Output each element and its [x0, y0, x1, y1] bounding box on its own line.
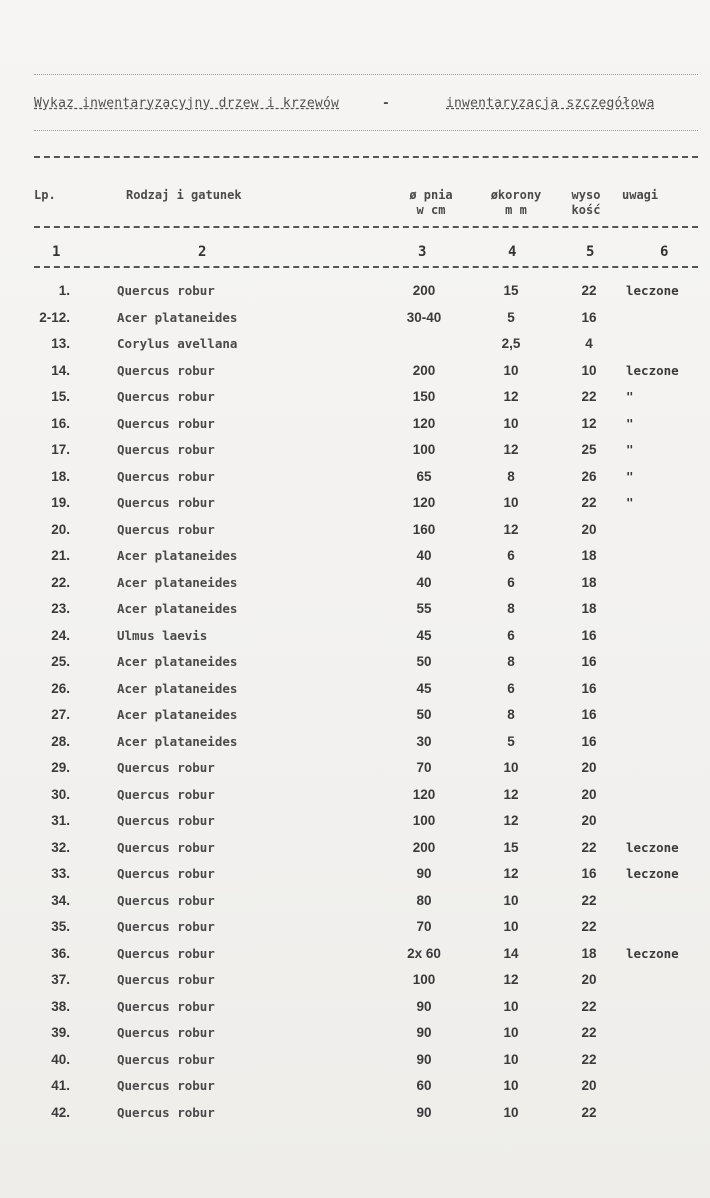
- row-species: Acer plataneides: [117, 707, 238, 722]
- row-species: Quercus robur: [117, 521, 215, 537]
- row-species: Acer plataneides: [117, 680, 238, 696]
- row-trunk: 90: [416, 1051, 432, 1067]
- row-species: Quercus robur: [117, 998, 215, 1014]
- table-row: [0, 575, 710, 601]
- row-species: Acer plataneides: [117, 574, 238, 590]
- row-trunk: 55: [416, 601, 432, 616]
- row-trunk: 120: [412, 786, 436, 802]
- row-height: 22: [581, 892, 597, 908]
- row-crown: 10: [503, 998, 519, 1014]
- row-height: 26: [581, 468, 597, 484]
- row-crown: 10: [503, 1078, 519, 1093]
- table-row: [0, 707, 710, 733]
- row-trunk: 40: [416, 574, 432, 590]
- row-height: 22: [581, 1051, 597, 1067]
- row-trunk: 40: [416, 548, 432, 563]
- title-left: Wykaz inwentaryzacyjny drzew i krzewów: [34, 96, 340, 111]
- header-species: Rodzaj i gatunek: [126, 188, 242, 202]
- row-species: Quercus robur: [117, 495, 215, 510]
- table-top-rule: [34, 156, 698, 158]
- row-lp: 34.: [51, 892, 70, 908]
- row-crown: 6: [507, 680, 515, 696]
- row-crown: 10: [503, 415, 519, 431]
- row-trunk: 100: [412, 442, 436, 457]
- row-crown: 2,5: [501, 336, 521, 351]
- title-right: inwentaryzacja szczegółowa: [446, 96, 655, 111]
- row-lp: 38.: [51, 998, 70, 1014]
- row-crown: 15: [503, 839, 519, 855]
- row-trunk: 90: [416, 1104, 432, 1120]
- row-species: Quercus robur: [117, 813, 215, 828]
- row-height: 16: [581, 866, 597, 881]
- row-lp: 14.: [51, 362, 70, 378]
- table-row: [0, 601, 710, 627]
- row-trunk: 120: [412, 495, 436, 510]
- row-height: 20: [581, 972, 597, 987]
- column-number-5: 5: [586, 244, 595, 260]
- row-height: 16: [581, 627, 597, 643]
- row-crown: 14: [503, 945, 519, 961]
- table-row: [0, 495, 710, 521]
- row-species: Quercus robur: [117, 468, 215, 484]
- table-row: [0, 442, 710, 468]
- row-lp: 13.: [51, 336, 70, 351]
- row-crown: 10: [503, 495, 519, 510]
- row-trunk: 90: [416, 1025, 432, 1040]
- row-height: 18: [581, 601, 597, 616]
- table-row: [0, 1025, 710, 1051]
- row-trunk: 160: [412, 521, 436, 537]
- row-crown: 5: [507, 733, 515, 749]
- table-row: [0, 389, 710, 415]
- row-lp: 1.: [58, 283, 70, 298]
- row-notes: leczone: [626, 945, 679, 961]
- header-trunk: [396, 188, 466, 218]
- row-height: 16: [581, 654, 597, 669]
- header-height-line1: wyso: [571, 188, 601, 202]
- row-crown: 12: [503, 389, 519, 404]
- table-row: [0, 760, 710, 786]
- row-height: 16: [581, 309, 597, 325]
- row-height: 18: [581, 574, 597, 590]
- row-crown: 10: [503, 1104, 519, 1120]
- table-row: [0, 813, 710, 839]
- row-notes: leczone: [626, 839, 679, 855]
- row-lp: 27.: [51, 707, 70, 722]
- row-lp: 24.: [51, 627, 70, 643]
- row-crown: 12: [503, 866, 519, 881]
- table-row: [0, 734, 710, 760]
- row-trunk: 200: [412, 283, 436, 298]
- header-height: [562, 188, 610, 218]
- header-bottom-rule: [34, 226, 698, 228]
- table-row: [0, 840, 710, 866]
- row-crown: 10: [503, 362, 519, 378]
- row-lp: 40.: [51, 1051, 70, 1067]
- row-lp: 31.: [51, 813, 70, 828]
- row-height: 20: [581, 760, 597, 775]
- row-species: Quercus robur: [117, 919, 215, 934]
- row-species: Quercus robur: [117, 786, 215, 802]
- row-crown: 8: [507, 468, 515, 484]
- row-height: 12: [581, 415, 597, 431]
- row-crown: 10: [503, 919, 519, 934]
- row-species: Quercus robur: [117, 839, 215, 855]
- row-trunk: 60: [416, 1078, 432, 1093]
- row-height: 22: [581, 495, 597, 510]
- row-lp: 26.: [51, 680, 70, 696]
- row-lp: 15.: [51, 389, 70, 404]
- column-number-rule: [34, 266, 698, 268]
- row-species: Quercus robur: [117, 892, 215, 908]
- row-crown: 10: [503, 760, 519, 775]
- table-row: [0, 654, 710, 680]
- table-row: [0, 1078, 710, 1104]
- row-height: 16: [581, 733, 597, 749]
- row-height: 10: [581, 362, 597, 378]
- row-height: 20: [581, 813, 597, 828]
- dotted-rule: [34, 130, 698, 131]
- row-species: Quercus robur: [117, 1051, 215, 1067]
- row-trunk: 45: [416, 680, 432, 696]
- row-lp: 35.: [51, 919, 70, 934]
- row-lp: 22.: [51, 574, 70, 590]
- table-row: [0, 919, 710, 945]
- row-lp: 2-12.: [39, 309, 70, 325]
- row-trunk: 200: [412, 362, 436, 378]
- row-notes: leczone: [626, 362, 679, 378]
- row-crown: 12: [503, 786, 519, 802]
- row-lp: 29.: [51, 760, 70, 775]
- row-notes: ": [626, 495, 634, 510]
- row-crown: 10: [503, 892, 519, 908]
- row-height: 16: [581, 707, 597, 722]
- row-height: 20: [581, 521, 597, 537]
- row-crown: 8: [507, 654, 515, 669]
- row-species: Quercus robur: [117, 1025, 215, 1040]
- row-height: 22: [581, 919, 597, 934]
- row-trunk: 30: [416, 733, 432, 749]
- row-species: Acer plataneides: [117, 601, 238, 616]
- row-species: Acer plataneides: [117, 548, 238, 563]
- row-species: Quercus robur: [117, 1078, 215, 1093]
- table-row: [0, 548, 710, 574]
- row-species: Ulmus laevis: [117, 627, 208, 643]
- row-species: Acer plataneides: [117, 309, 238, 325]
- table-row: [0, 866, 710, 892]
- table-row: [0, 1105, 710, 1131]
- row-lp: 21.: [51, 548, 70, 563]
- row-lp: 28.: [51, 733, 70, 749]
- row-height: 22: [581, 283, 597, 298]
- row-lp: 17.: [51, 442, 70, 457]
- row-trunk: 100: [412, 972, 436, 987]
- header-crown: [484, 188, 548, 218]
- row-lp: 36.: [51, 945, 70, 961]
- row-trunk: 70: [416, 919, 432, 934]
- table-row: [0, 681, 710, 707]
- row-trunk: 65: [416, 468, 432, 484]
- row-lp: 32.: [51, 839, 70, 855]
- row-species: Quercus robur: [117, 972, 215, 987]
- row-height: 18: [581, 945, 597, 961]
- row-species: Quercus robur: [117, 760, 215, 775]
- table-row: [0, 336, 710, 362]
- row-crown: 12: [503, 442, 519, 457]
- row-crown: 10: [503, 1025, 519, 1040]
- table-row: [0, 946, 710, 972]
- row-notes: leczone: [626, 283, 679, 298]
- header-notes: uwagi: [622, 188, 659, 202]
- row-lp: 37.: [51, 972, 70, 987]
- table-row: [0, 999, 710, 1025]
- row-species: Quercus robur: [117, 1104, 215, 1120]
- row-trunk: 2x 60: [407, 945, 441, 961]
- row-trunk: 200: [412, 839, 436, 855]
- header-trunk-line1: ø pnia: [409, 188, 453, 202]
- table-row: [0, 1052, 710, 1078]
- row-crown: 10: [503, 1051, 519, 1067]
- column-number-2: 2: [198, 244, 207, 260]
- row-crown: 6: [507, 548, 515, 563]
- row-trunk: 150: [412, 389, 436, 404]
- row-height: 20: [581, 1078, 597, 1093]
- row-crown: 15: [503, 283, 519, 298]
- row-trunk: 70: [416, 760, 432, 775]
- column-number-4: 4: [508, 244, 517, 260]
- row-crown: 8: [507, 601, 515, 616]
- row-lp: 30.: [51, 786, 70, 802]
- row-lp: 33.: [51, 866, 70, 881]
- table-row: [0, 893, 710, 919]
- row-species: Quercus robur: [117, 442, 215, 457]
- row-height: 25: [581, 442, 597, 457]
- row-notes: ": [626, 415, 634, 431]
- table-row: [0, 469, 710, 495]
- row-height: 22: [581, 1104, 597, 1120]
- row-crown: 12: [503, 813, 519, 828]
- row-lp: 39.: [51, 1025, 70, 1040]
- row-species: Corylus avellana: [117, 336, 238, 351]
- row-height: 18: [581, 548, 597, 563]
- header-crown-line2: m m: [505, 203, 527, 217]
- row-notes: ": [626, 389, 634, 404]
- row-height: 4: [585, 336, 593, 351]
- row-trunk: 90: [416, 998, 432, 1014]
- column-number-6: 6: [660, 244, 669, 260]
- table-row: [0, 628, 710, 654]
- row-species: Quercus robur: [117, 945, 215, 961]
- row-lp: 19.: [51, 495, 70, 510]
- table-row: [0, 416, 710, 442]
- row-lp: 16.: [51, 415, 70, 431]
- row-species: Acer plataneides: [117, 654, 238, 669]
- row-lp: 23.: [51, 601, 70, 616]
- title-dash: -: [382, 96, 391, 111]
- row-crown: 6: [507, 627, 515, 643]
- table-row: [0, 972, 710, 998]
- row-lp: 20.: [51, 521, 70, 537]
- header-lp: Lp.: [34, 188, 56, 202]
- table-row: [0, 310, 710, 336]
- row-height: 22: [581, 1025, 597, 1040]
- row-lp: 42.: [51, 1104, 70, 1120]
- row-trunk: 45: [416, 627, 432, 643]
- row-crown: 5: [507, 309, 515, 325]
- row-trunk: 50: [416, 707, 432, 722]
- table-row: [0, 522, 710, 548]
- row-height: 22: [581, 998, 597, 1014]
- header-height-line2: kość: [571, 203, 601, 217]
- row-lp: 25.: [51, 654, 70, 669]
- row-crown: 6: [507, 574, 515, 590]
- column-number-3: 3: [418, 244, 427, 260]
- row-trunk: 100: [412, 813, 436, 828]
- row-notes: ": [626, 468, 634, 484]
- row-trunk: 120: [412, 415, 436, 431]
- row-notes: ": [626, 442, 634, 457]
- row-lp: 41.: [51, 1078, 70, 1093]
- row-crown: 12: [503, 521, 519, 537]
- header-dotted-rule: [34, 74, 698, 75]
- row-height: 16: [581, 680, 597, 696]
- row-trunk: 50: [416, 654, 432, 669]
- row-notes: leczone: [626, 866, 679, 881]
- table-row: [0, 787, 710, 813]
- row-height: 22: [581, 389, 597, 404]
- header-crown-line1: økorony: [490, 188, 542, 202]
- row-species: Quercus robur: [117, 389, 215, 404]
- row-crown: 8: [507, 707, 515, 722]
- row-species: Quercus robur: [117, 283, 215, 298]
- row-species: Acer plataneides: [117, 733, 238, 749]
- row-species: Quercus robur: [117, 362, 215, 378]
- column-number-1: 1: [52, 244, 61, 260]
- row-crown: 12: [503, 972, 519, 987]
- row-trunk: 30-40: [406, 309, 442, 325]
- table-row: [0, 283, 710, 309]
- table-row: [0, 363, 710, 389]
- header-trunk-line2: w cm: [416, 203, 446, 217]
- row-lp: 18.: [51, 468, 70, 484]
- row-species: Quercus robur: [117, 866, 215, 881]
- document-title: [34, 96, 698, 111]
- row-species: Quercus robur: [117, 415, 215, 431]
- row-height: 22: [581, 839, 597, 855]
- row-height: 20: [581, 786, 597, 802]
- row-trunk: 80: [416, 892, 432, 908]
- row-trunk: 90: [416, 866, 432, 881]
